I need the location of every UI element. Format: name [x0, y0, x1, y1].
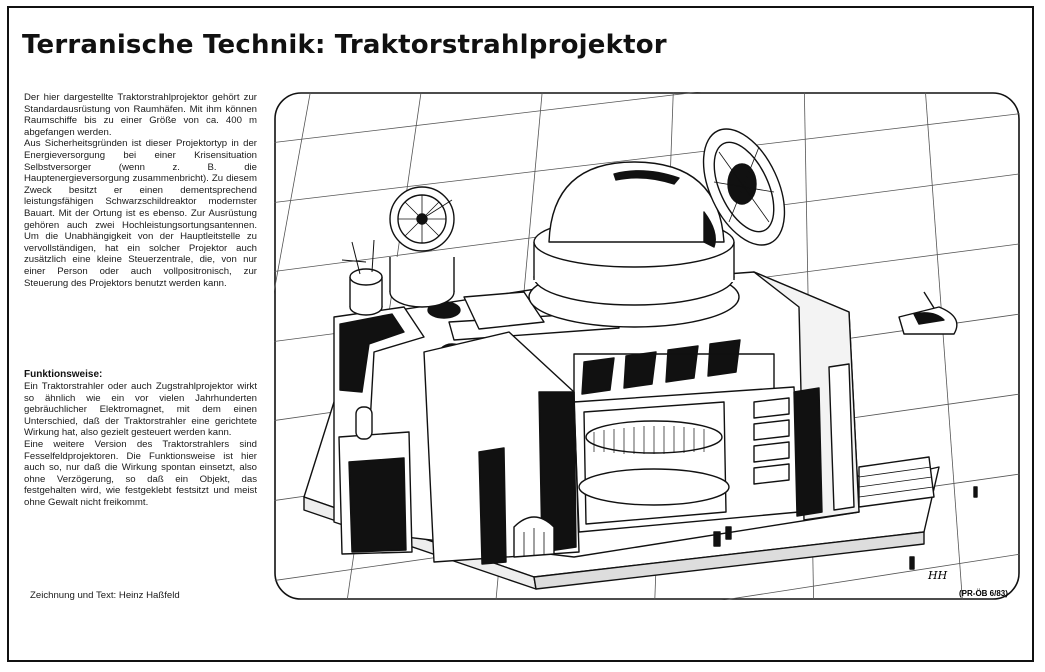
intro-paragraph-2: Aus Sicherheitsgründen ist dieser Projektortyp in der Energieversorgung bei einer Krisensituation Selbstversorger (wenn z. B. die Hauptenergieversorgung zusammenbricht). Zu diesem Zweck besitzt er einen dementsprechend leistungsfähigen Schwarzschildreaktor modernster Bauart. Mit der Ortung ist es ebenso. Zur Ausrüstung gehören auch zwei Hochleistungsortungsantennen. Um die Unabhängigkeit von der Hauptleitstelle zu vervollständigen, hat ein solcher Projektor auch zusätzlich eine kleine Steuerzentrale, die, von nur einer Person oder auch vollpositronisch, zur Steuerung des Projektors benutzt werden kann.	[24, 138, 257, 289]
tractor-beam-illustration	[274, 92, 1022, 602]
intro-paragraph-1: Der hier dargestellte Traktorstrahlprojektor gehört zur Standardausrüstung von Raumhäfen. Mit ihm können Raumschiffe bis zu einer Größe von ca. 400 m abgefangen werden.	[24, 92, 257, 138]
artist-signature: HH	[928, 569, 948, 582]
function-paragraph-1: Ein Traktorstrahler oder auch Zugstrahlprojektor wirkt so ähnlich wie ein vor vielen Jahrhunderten gebräuchlicher Elektromagnet, mit dem einen Unterschied, daß der Traktorstrahler eine gerichtete Wirkung hat, also gezielt gesteuert werden kann.	[24, 381, 257, 439]
credit-line: Zeichnung und Text: Heinz Haßfeld	[30, 590, 180, 601]
page-title: Terranische Technik: Traktorstrahlprojektor	[22, 30, 667, 60]
source-code-label: (PR-ÖB 6/83)	[959, 589, 1008, 598]
function-heading: Funktionsweise:	[24, 369, 103, 380]
intro-text	[24, 92, 257, 289]
function-paragraph-2: Eine weitere Version des Traktorstrahlers sind Fesselfeldprojektoren. Die Funktionsweise ist hier auch so, nur daß die Wirkung spontan einsetzt, also ohne Verzögerung, so daß ein Objekt, das festgehalten wird, wie festgeklebt festsitzt und meist ohne Gewalt nicht freikommt.	[24, 438, 257, 508]
function-text	[24, 381, 257, 509]
